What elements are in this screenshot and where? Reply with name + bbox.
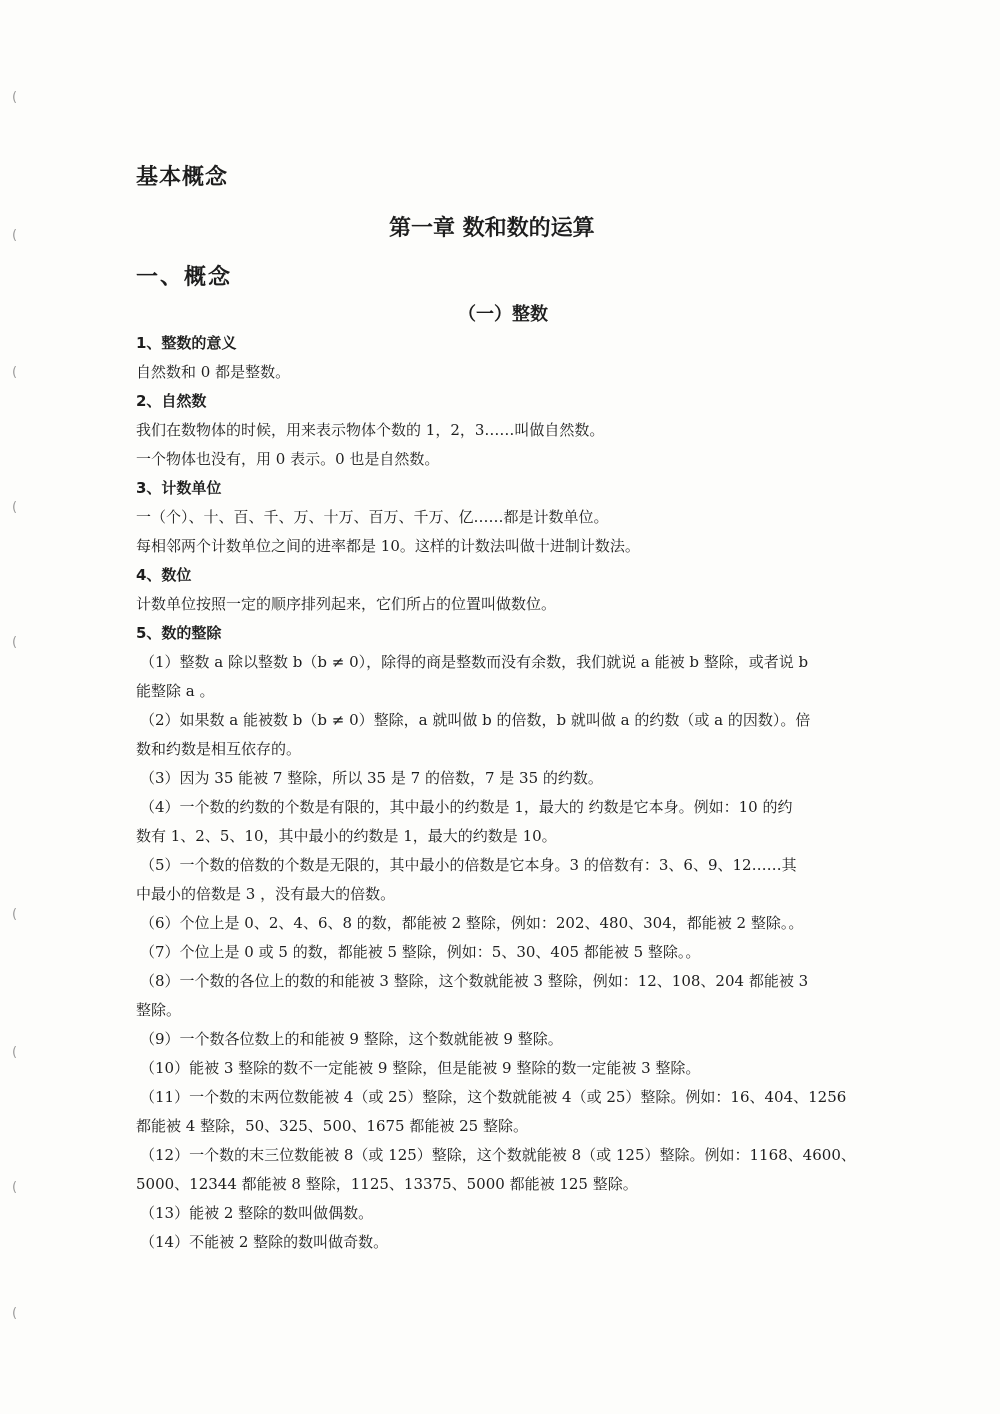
binding-hole-mark: ( (12, 500, 18, 515)
binding-hole-mark: ( (12, 1045, 18, 1060)
list-item-text: （7）个位上是 0 或 5 的数，都能被 5 整除，例如：5、30、405 都能被 5 整除。。 (140, 943, 701, 961)
binding-hole-mark: ( (12, 1180, 18, 1195)
list-item-text: （8）一个数的各位上的数的和能被 3 整除，这个数就能被 3 整除，例如：12、108、204 都能被 3 (140, 972, 809, 990)
list-item-text: （13）能被 2 整除的数叫做偶数。 (140, 1204, 374, 1222)
list-item-text: （12）一个数的末三位数能被 8（或 125）整除，这个数就能被 8（或 125）整除。例如：1168、4600、 (140, 1146, 856, 1164)
list-item (136, 967, 868, 1025)
binding-hole-mark: ( (12, 1306, 18, 1321)
chapter-title: 第一章 数和数的运算 (389, 216, 595, 241)
paragraph: 自然数和 0 都是整数。 (136, 363, 291, 381)
list-item-continuation: 数有 1、2、5、10，其中最小的约数是 1，最大的约数是 10。 (136, 827, 557, 845)
list-item-text: （10）能被 3 整除的数不一定能被 9 整除，但是能被 9 整除的数一定能被 3 整除。 (140, 1059, 701, 1077)
list-item (136, 1083, 868, 1141)
heading-integer-meaning: 1、整数的意义 (136, 334, 237, 352)
list-item (136, 1141, 868, 1199)
paragraph: 计数单位按照一定的顺序排列起来，它们所占的位置叫做数位。 (136, 595, 557, 613)
binding-hole-mark: ( (12, 907, 18, 922)
section-title: 一、概念 (136, 265, 233, 290)
list-item-continuation: 能整除 a 。 (136, 682, 215, 700)
list-item-text: （14）不能被 2 整除的数叫做奇数。 (140, 1233, 389, 1251)
list-item (136, 909, 868, 938)
list-item (136, 1054, 868, 1083)
sub-section-title: （一）整数 (458, 304, 548, 325)
list-item (136, 851, 868, 909)
list-item-continuation: 5000、12344 都能被 8 整除，1125、13375、5000 都能被 125 整除。 (136, 1175, 638, 1193)
binding-hole-mark: ( (12, 635, 18, 650)
paragraph: 一（个）、十、百、千、万、十万、百万、千万、亿……都是计数单位。 (136, 508, 609, 526)
paragraph: 一个物体也没有，用 0 表示。0 也是自然数。 (136, 450, 440, 468)
binding-hole-mark: ( (12, 365, 18, 380)
list-item-text: （5）一个数的倍数的个数是无限的，其中最小的倍数是它本身。3 的倍数有：3、6、9、12……其 (140, 856, 797, 874)
list-item-text: （1）整数 a 除以整数 b（b ≠ 0），除得的商是整数而没有余数，我们就说 a 能被 b 整除，或者说 b (140, 653, 809, 671)
paragraph: 我们在数物体的时候，用来表示物体个数的 1，2，3……叫做自然数。 (136, 421, 605, 439)
body-text (136, 329, 868, 1257)
list-item-continuation: 中最小的倍数是 3 ，没有最大的倍数。 (136, 885, 396, 903)
list-item (136, 706, 868, 764)
paragraph: 每相邻两个计数单位之间的进率都是 10。这样的计数法叫做十进制计数法。 (136, 537, 640, 555)
list-item (136, 764, 868, 793)
list-item (136, 648, 868, 706)
list-item (136, 1228, 868, 1257)
heading-divisibility: 5、数的整除 (136, 624, 222, 642)
list-item (136, 793, 868, 851)
list-item-text: （4）一个数的约数的个数是有限的，其中最小的约数是 1，最大的 约数是它本身。例如：10 的约 (140, 798, 793, 816)
list-item (136, 938, 868, 967)
binding-hole-mark: ( (12, 228, 18, 243)
list-item-text: （11）一个数的末两位数能被 4（或 25）整除，这个数就能被 4（或 25）整除。例如：16、404、1256 (140, 1088, 847, 1106)
heading-natural-number: 2、自然数 (136, 392, 207, 410)
list-item-continuation: 整除。 (136, 1001, 182, 1019)
list-item-text: （2）如果数 a 能被数 b（b ≠ 0）整除，a 就叫做 b 的倍数，b 就叫做 a 的约数（或 a 的因数）。倍 (140, 711, 811, 729)
heading-counting-unit: 3、计数单位 (136, 479, 222, 497)
list-item-text: （6）个位上是 0、2、4、6、8 的数，都能被 2 整除，例如：202、480、304，都能被 2 整除。。 (140, 914, 804, 932)
list-item (136, 1199, 868, 1228)
list-item-continuation: 都能被 4 整除，50、325、500、1675 都能被 25 整除。 (136, 1117, 528, 1135)
heading-digit-place: 4、数位 (136, 566, 192, 584)
document-title: 基本概念 (136, 165, 229, 190)
binding-margin (12, 0, 26, 1414)
list-item-continuation: 数和约数是相互依存的。 (136, 740, 302, 758)
list-item-text: （3）因为 35 能被 7 整除，所以 35 是 7 的倍数，7 是 35 的约数。 (140, 769, 603, 787)
list-item (136, 1025, 868, 1054)
list-item-text: （9）一个数各位数上的和能被 9 整除，这个数就能被 9 整除。 (140, 1030, 563, 1048)
binding-hole-mark: ( (12, 90, 18, 105)
